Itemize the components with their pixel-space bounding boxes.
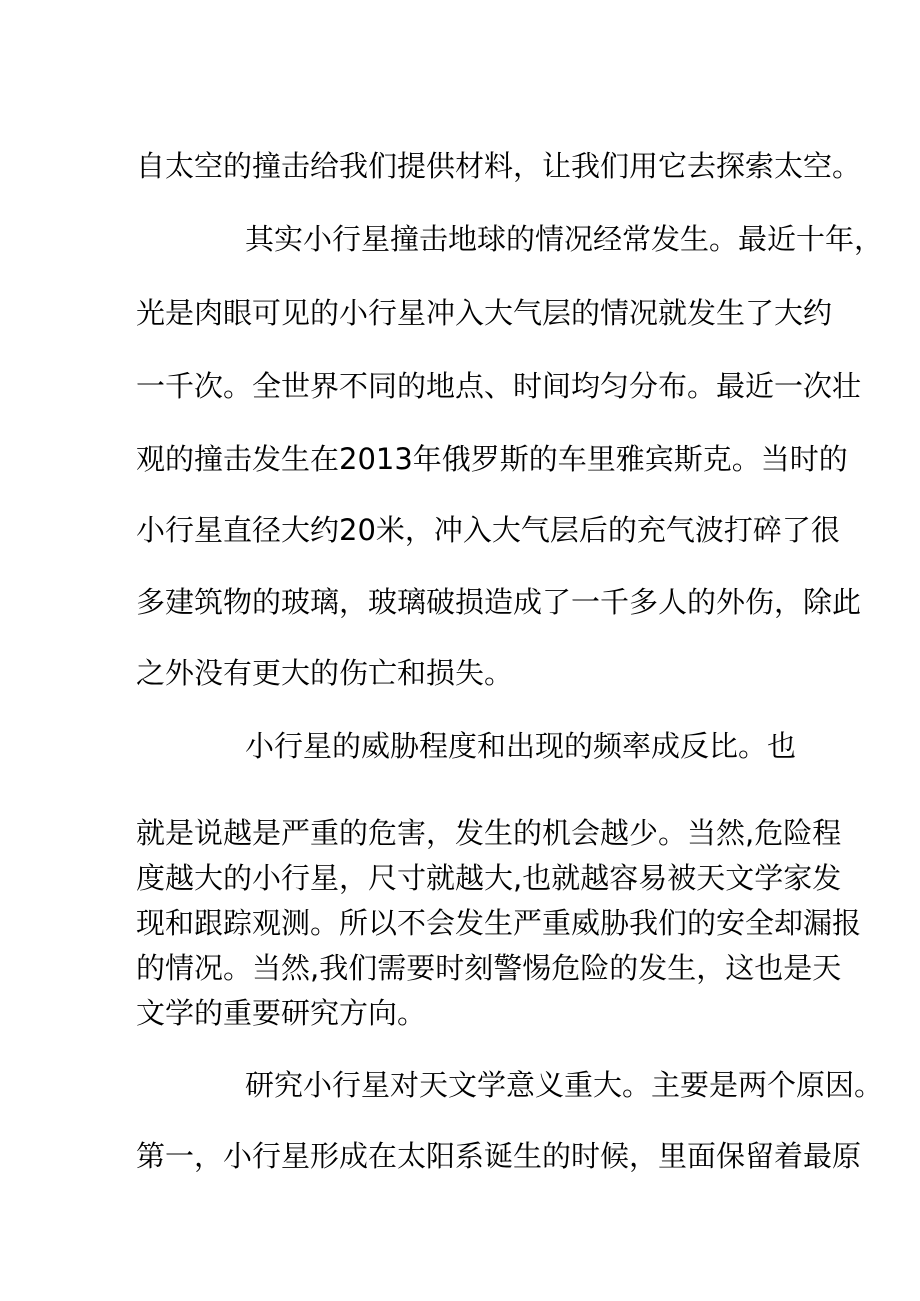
text-line: 研究小行星对天文学意义重大。主要是两个原因。 <box>245 1068 884 1102</box>
text-line: 文学的重要研究方向。 <box>136 996 427 1030</box>
text-line: 其实小行星撞击地球的情况经常发生。最近十年， <box>245 222 884 256</box>
text-line: 光是肉眼可见的小行星冲入大气层的情况就发生了大约 <box>136 296 833 330</box>
text-line: 第一，小行星形成在太阳系诞生的时候，里面保留着最原 <box>136 1139 862 1173</box>
text-line: 观的撞击发生在2013年俄罗斯的车里雅宾斯克。当时的 <box>136 442 848 476</box>
text-line: 之外没有更大的伤亡和损失。 <box>136 656 514 690</box>
text-line: 现和跟踪观测。所以不会发生严重威胁我们的安全却漏报 <box>136 906 862 940</box>
text-line: 小行星的威胁程度和出现的频率成反比。也 <box>245 729 797 763</box>
text-line: 多建筑物的玻璃，玻璃破损造成了一千多人的外伤，除此 <box>136 585 862 619</box>
text-line: 一千次。全世界不同的地点、时间均匀分布。最近一次壮 <box>136 369 862 403</box>
text-line: 小行星直径大约20米，冲入大气层后的充气波打碎了很 <box>136 513 840 547</box>
text-line: 就是说越是严重的危害，发生的机会越少。当然,危险程 <box>136 816 842 850</box>
text-line: 自太空的撞击给我们提供材料，让我们用它去探索太空。 <box>136 149 862 183</box>
text-line: 的情况。当然,我们需要时刻警惕危险的发生，这也是天 <box>136 951 842 985</box>
text-line: 度越大的小行星，尺寸就越大,也就越容易被天文学家发 <box>136 861 842 895</box>
